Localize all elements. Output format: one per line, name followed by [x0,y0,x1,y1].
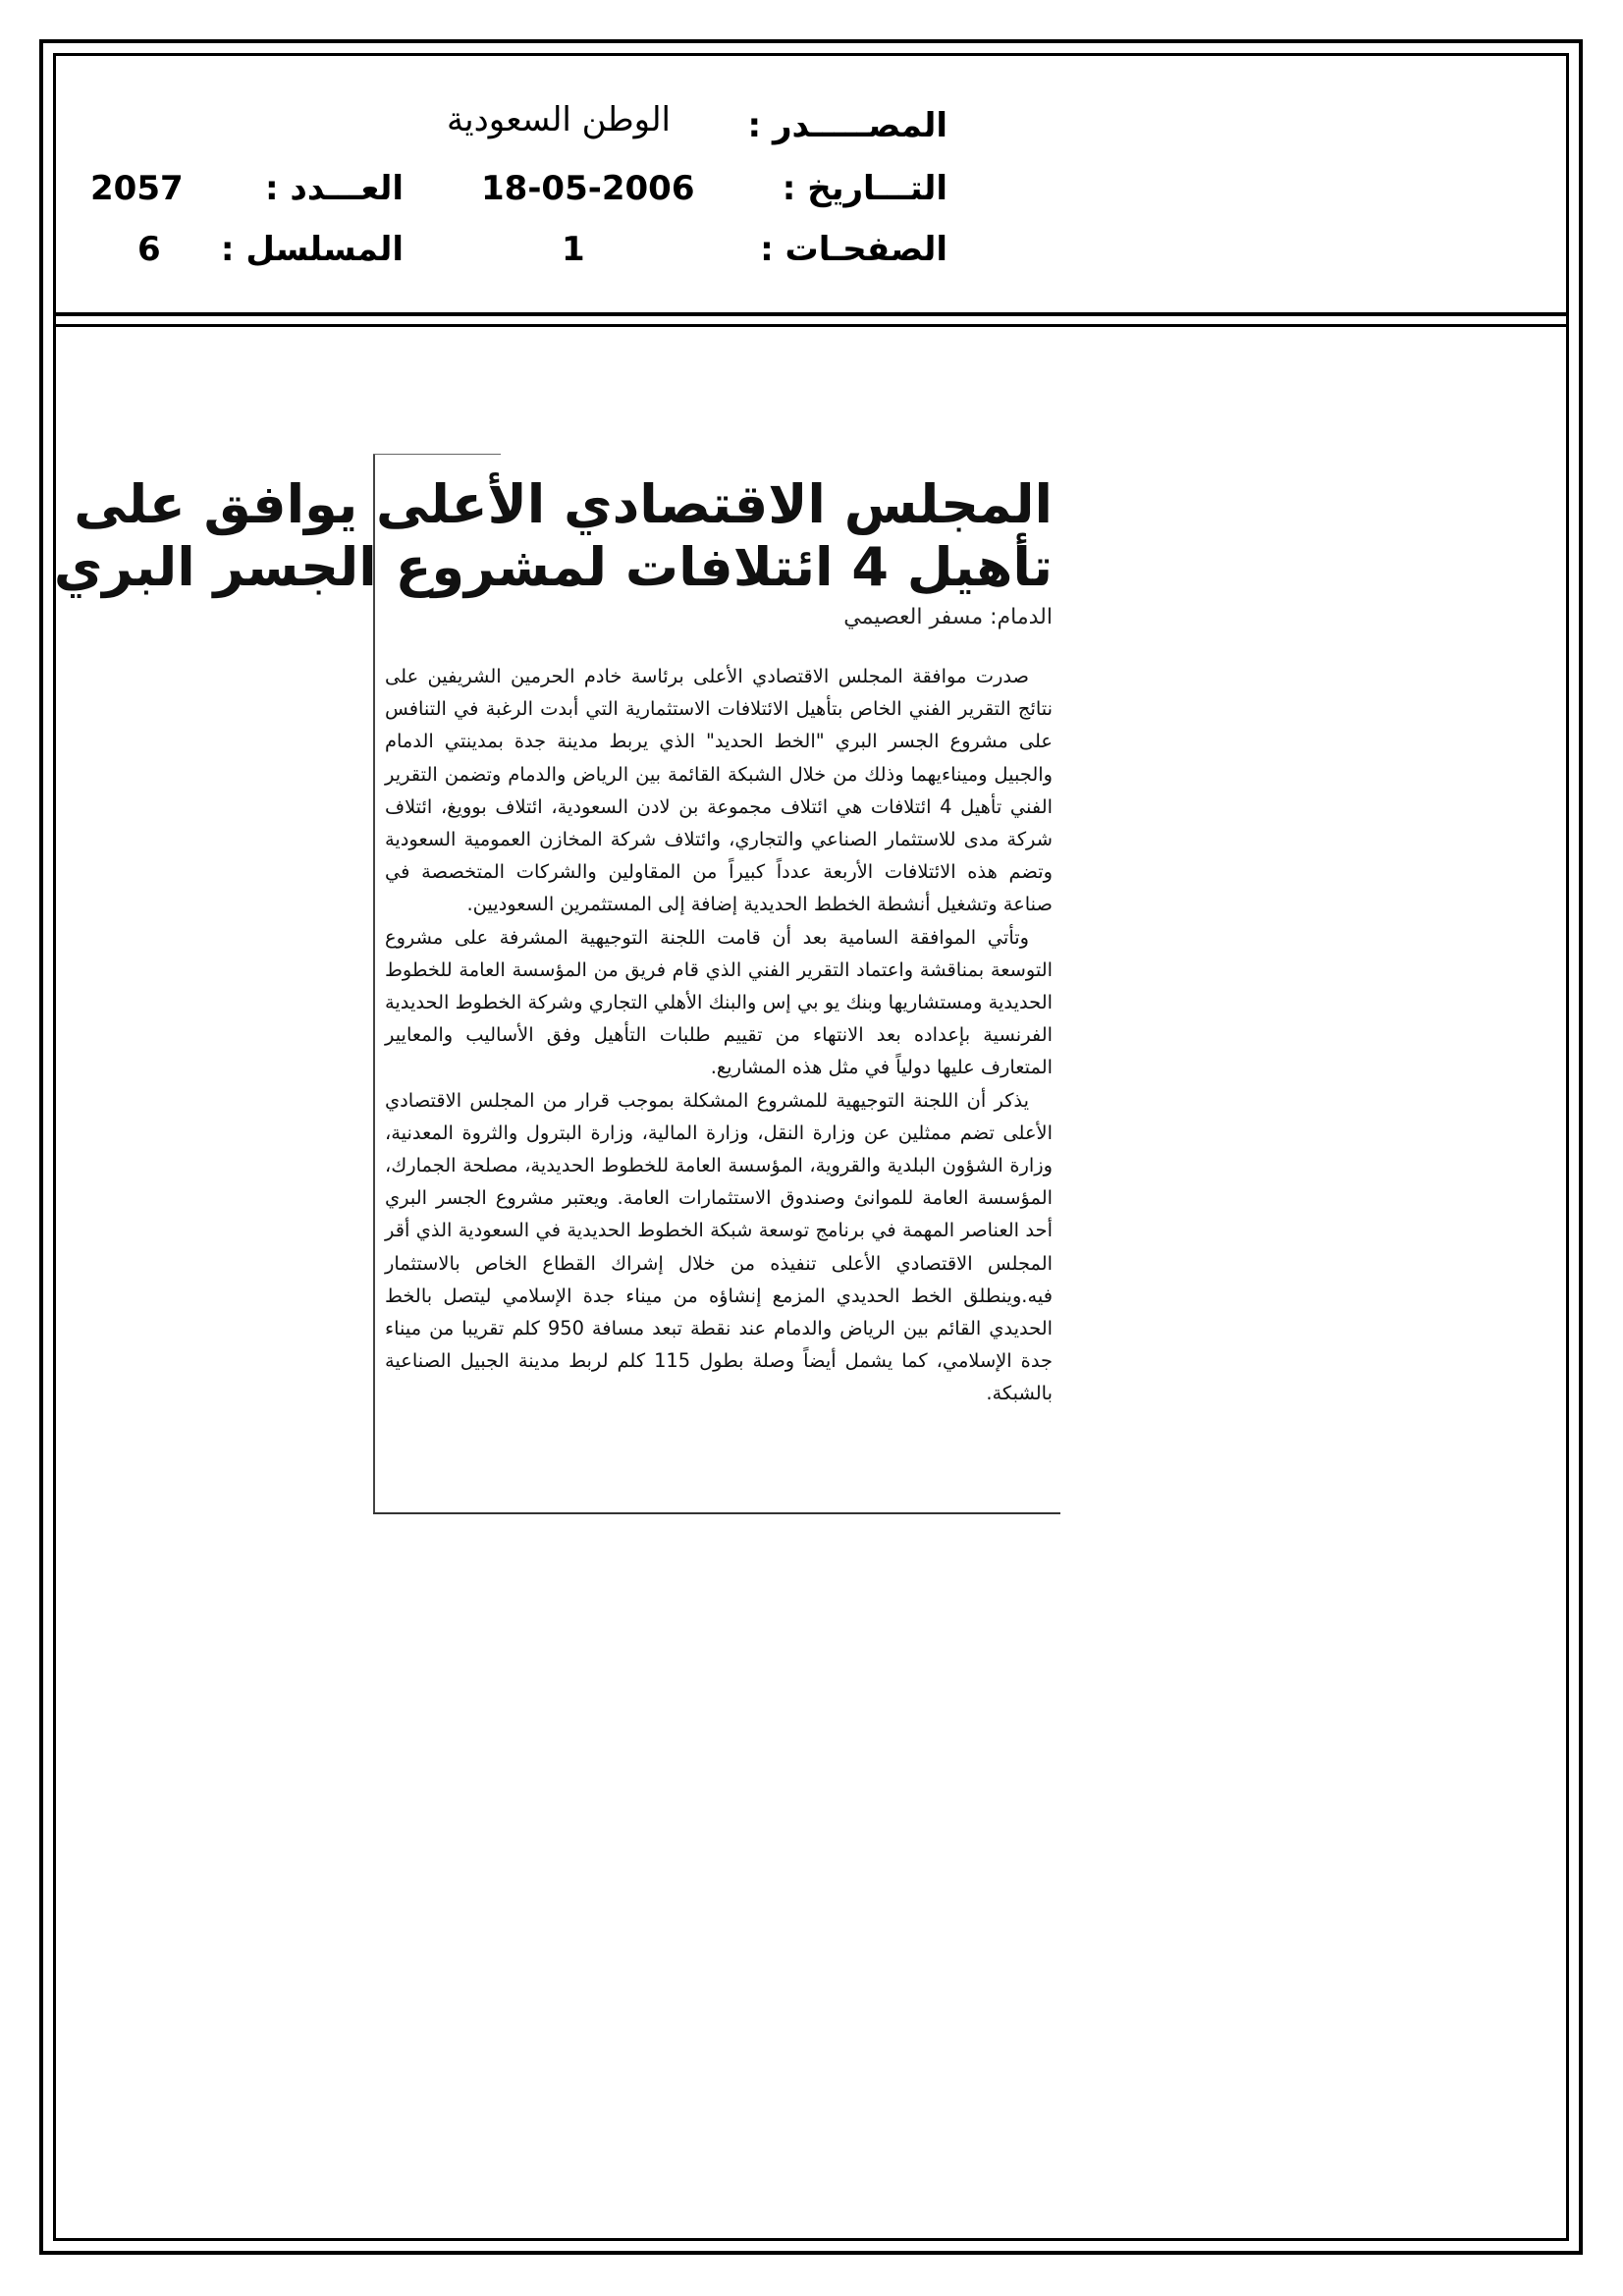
issue-value: 2057 [90,169,184,208]
clip-left-rule [373,454,375,1514]
serial-label: المسلسل : [220,230,404,269]
issue-label: العـــدد : [265,169,404,208]
pages-label: الصفحـات : [760,230,947,269]
article-paragraph: يذكر أن اللجنة التوجيهية للمشروع المشكلة بموجب قرار من المجلس الاقتصادي الأعلى تضم ممثلين عن وزارة النقل، وزارة المالية، وزارة البترول والثروة المعدنية، وزارة الشؤون البلدية والقروية، المؤسسة العامة للخطوط الحديدية، مصلحة الجمارك، المؤسسة العامة للموانئ وصندوق الاستثمارات العامة. ويعتبر مشروع الجسر البري أحد العناصر المهمة في برنامج توسعة شبكة الخطوط الحديدية في السعودية الذي أقر المجلس الاقتصادي الأعلى تنفيذه من خلال إشراك القطاع الخاص بالاستثمار فيه.وينطلق الخط الحديدي المزمع إنشاؤه من ميناء جدة الإسلامي ليتصل بالخط الحديدي القائم بين الرياض والدمام عند نقطة تبعد مسافة 950 كلم تقريبا من ميناء جدة الإسلامي، كما يشمل أيضاً وصلة بطول 115 كلم لربط مدينة الجبيل الصناعية بالشبكة. [385,1088,1053,1405]
header-divider [53,312,1569,316]
source-label: المصـــــدر : [747,106,947,145]
date-value: 18-05-2006 [481,169,695,208]
byline: الدمام: مسفر العصيمي [843,605,1053,629]
clip-top-rule [373,454,501,455]
date-label: التـــاريخ : [782,169,947,208]
article-paragraph: صدرت موافقة المجلس الاقتصادي الأعلى برئاسة خادم الحرمين الشريفين على نتائج التقرير الفني الخاص بتأهيل الائتلافات الاستثمارية التي أبدت الرغبة في التنافس على مشروع الجسر البري "الخط الحديد" الذي يربط مدينة جدة بمدينتي الدمام والجبيل وميناءيهما وذلك من خلال الشبكة القائمة بين الرياض والدمام وتضمن التقرير الفني تأهيل 4 ائتلافات هي ائتلاف مجموعة بن لادن السعودية، ائتلاف بوويغ، ائتلاف شركة مدى للاستثمار الصناعي والتجاري، وائتلاف شركة المخازن العمومية السعودية وتضم هذه الائتلافات الأربعة عدداً كبيراً من المقاولين والشركات المتخصصة في صناعة وتشغيل أنشطة الخطط الحديدية إضافة إلى المستثمرين السعوديين. [385,665,1053,916]
newspaper-clipping [53,454,1060,1514]
source-value: الوطن السعودية [446,100,671,139]
pages-value: 1 [562,230,585,269]
clip-bottom-rule [373,1512,1060,1514]
article-body [385,660,1053,1410]
header-divider-inner [53,324,1569,327]
headline-line-2: تأهيل 4 ائتلافات لمشروع الجسر البري [53,536,1053,598]
serial-value: 6 [137,230,161,269]
article-paragraph: وتأتي الموافقة السامية بعد أن قامت اللجنة التوجيهية المشرفة على مشروع التوسعة بمناقشة واعتماد التقرير الفني الذي قام فريق من المؤسسة العامة للخطوط الحديدية ومستشاريها وبنك يو بي إس والبنك الأهلي التجاري وشركة الخطوط الحديدية الفرنسية بإعداده بعد الانتهاء من تقييم طلبات التأهيل وفق الأساليب والمعايير المتعارف عليها دولياً في مثل هذه المشاريع. [385,925,1053,1079]
headline-line-1: المجلس الاقتصادي الأعلى يوافق على [74,473,1053,535]
